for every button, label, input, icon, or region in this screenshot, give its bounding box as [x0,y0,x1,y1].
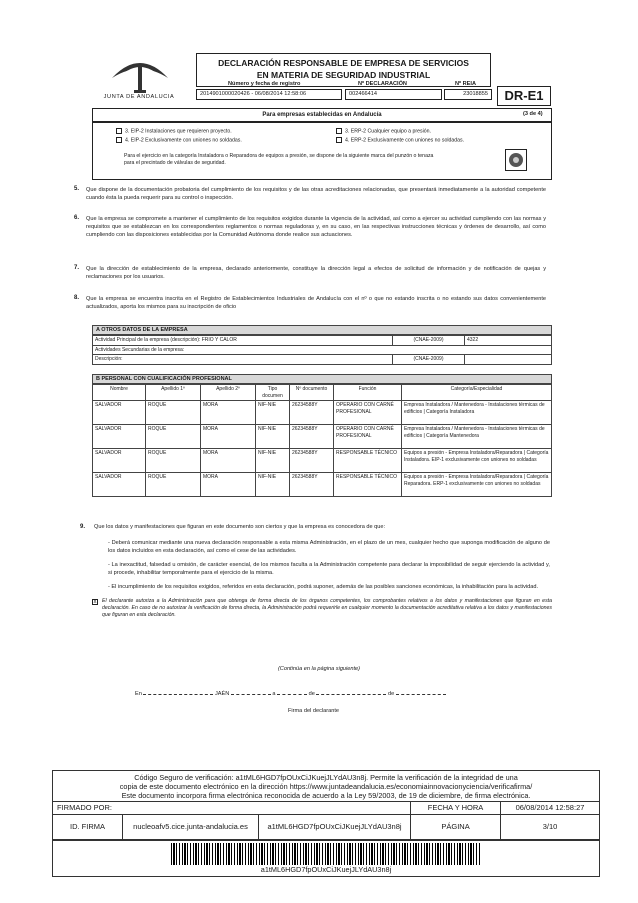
section-a-title: A OTROS DATOS DE LA EMPRESA [92,325,552,335]
table-cell: MORA [201,425,256,449]
table-cell: Empresa Instaladora / Mantenedora - Instalaciones térmicas de edificios | Categoría Instaladora [402,401,552,425]
item-8-number: 8. [74,295,80,301]
continue-note: (Continúa en la página siguiente) [277,666,361,672]
fecha-value: 06/08/2014 12:58:27 [501,802,600,815]
decl-label: Nº DECLARACIÓN [358,81,407,87]
table-cell: 26234588Y [290,473,334,497]
table-cell: 26234588Y [290,401,334,425]
table-cell: Equipos a presión - Empresa Instaladora/Reparadora | Categoría Reparadora. ERP-1 exclusivamente con uniones no soldadas [402,473,552,497]
table-cell: 26234588Y [290,425,334,449]
section-a [92,325,552,365]
junta-emblem-icon [100,50,180,98]
firmado-por: FIRMADO POR: [53,802,411,815]
table-cell: RESPONSABLE TÉCNICO [334,473,402,497]
item-9-number: 9. [80,524,86,530]
table-cell: ROQUE [146,449,201,473]
junta-logo [100,50,180,98]
item-6-number: 6. [74,215,80,221]
check-eip2-proyecto: 3. EIP-2 Instalaciones que requieren proyecto. [116,128,232,135]
id-host: nucleoafv5.cice.junta-andalucia.es [123,814,259,840]
column-header: Apellido 1º [146,385,201,401]
punzon-stamp [505,149,527,171]
section-b [92,374,552,497]
form-code: DR-E1 [497,86,551,106]
check-erp2-no-soldadas: 4. ERP-2 Exclusivamente con uniones no soldadas. [336,137,464,144]
pagina-value: 3/10 [501,814,600,840]
table-cell: NIF-NIE [256,401,290,425]
reg-value: 2014901000020426 - 06/08/2014 12:58:06 [196,89,342,100]
table-cell: SALVADOR [93,401,146,425]
table-cell: NIF-NIE [256,449,290,473]
table-cell: MORA [201,473,256,497]
auth-checkbox[interactable]: x [93,599,97,605]
table-cell: NIF-NIE [256,473,290,497]
check-erp2-cualquier: 3. ERP-2 Cualquier equipo a presión. [336,128,431,135]
column-header: Nº documento [290,385,334,401]
page-of: (3 de 4) [523,111,543,117]
secondary-activities: Actividades Secundarias de la empresa: [93,345,552,355]
table-cell: ROQUE [146,425,201,449]
table-cell: MORA [201,449,256,473]
column-header: Apellido 2º [201,385,256,401]
item-7-text: Que la dirección de establecimiento de la empresa, declarado anteriormente, constituye la dirección legal a efectos de solicitud de información y de notificación de quejas y reclamaciones por los usuarios. [86,266,546,281]
item-7-number: 7. [74,265,80,271]
item-9-p3: - El incumplimiento de los requisitos exigidos, referidos en esta declaración, podrá suponer, además de las posibles sanciones económicas, la inhabilitación para la actividad. [108,584,539,590]
column-header: Nombre [93,385,146,401]
barcode-icon [171,843,481,865]
personnel-header-row [93,385,552,401]
main-activity: Actividad Principal de la empresa (descripción): FRIO Y CALOR [93,336,393,346]
cnae-label: (CNAE-2009) [393,336,465,346]
city: JAÉN [214,691,230,697]
auth-checkbox-row [92,598,552,619]
personnel-table [92,384,552,497]
table-cell: 26234588Y [290,449,334,473]
id-label: ID. FIRMA [53,814,123,840]
doc-title-2: EN MATERIA DE SEGURIDAD INDUSTRIAL [256,70,431,80]
table-row [93,401,552,425]
csv-line-2: copia de este documento electrónico en la dirección https://www.juntadeandalucia.es/economiainnovacionyciencia/verificafirma/ [119,782,533,792]
subtitle-bar [92,108,552,122]
item-9-p2: - La inexactitud, falsedad u omisión, de carácter esencial, de los mismos faculta a la Administración competente para declarar la imposibilidad de seguir ejerciendo la actividad y, si procede, inhabilitar temporalmente para el ejercicio de la misma. [108,562,550,576]
reg-label: Número y fecha de registro [228,81,301,87]
doc-title-1: DECLARACIÓN RESPONSABLE DE EMPRESA DE SERVICIOS [218,58,469,68]
table-cell: RESPONSABLE TÉCNICO [334,449,402,473]
signature-table [52,801,600,841]
section-a-table [92,335,552,365]
item-8-text: Que la empresa se encuentra inscrita en el Registro de Establecimientos Industriales de Andalucía con el nº o que no estando inscrita o no estando sus datos convenientemente actualizados, aporta los mismos para su inscripción de oficio [86,296,546,311]
column-header: Categoría/Especialidad [402,385,552,401]
section-b-title: B PERSONAL CON CUALIFICACIÓN PROFESIONAL [92,374,552,384]
table-row [93,425,552,449]
description-label: Descripción: [93,355,393,365]
id-code: a1tML6HGD7fpOUxCiJKuejJLYdAU3n8j [259,814,411,840]
table-cell: Equipos a presión - Empresa Instaladora/Reparadora | Categoría Instaladora. EIP-1 exclusivamente con uniones no soldadas [402,449,552,473]
cnae-code: 4322 [465,336,552,346]
checkbox[interactable] [116,137,122,143]
checkbox[interactable] [116,128,122,134]
punzon-mark-icon [506,150,526,170]
signature-caption: Firma del declarante [288,708,339,714]
item-9-p1: - Deberá comunicar mediante una nueva declaración responsable a esta misma Administración, en el plazo de un mes, cualquier hecho que suponga modificación de alguno de los datos incluidos en esta declaración, así como el cese de las actividades. [108,540,550,554]
barcode-text: a1tML6HGD7fpOUxCiJKuejJLYdAU3n8j [260,865,392,874]
item-5-number: 5. [74,186,80,192]
check-eip2-no-soldadas: 4. EIP-2 Exclusivamente con uniones no soldadas. [116,137,242,144]
table-cell: NIF-NIE [256,425,290,449]
table-row [93,473,552,497]
checkbox[interactable] [336,128,342,134]
item-9-intro: Que los datos y manifestaciones que figuran en este documento son ciertos y que la empresa es conocedora de que: [94,524,386,530]
table-cell: OPERARIO CON CARNÉ PROFESIONAL [334,425,402,449]
decl-value: 002466414 [345,89,442,100]
table-cell: OPERARIO CON CARNÉ PROFESIONAL [334,401,402,425]
place-date-line: En JAÉN a de de [135,691,535,699]
column-header: Tipo documen [256,385,290,401]
item-6-text: Que la empresa se compromete a mantener el cumplimiento de los requisitos exigidos durante la vigencia de la actividad, así como a ejercer su actividad cumpliendo con las normas y requisitos que se establezcan en los correspondientes reglamentos o normas reguladoras y, en su caso, en las respectivas instrucciones técnicas y órdenes de desarrollo, así como cumpliendo con las disposiciones establecidas por la Comunidad Autónoma donde realice sus actuaciones. [86,216,546,239]
table-cell: Empresa Instaladora / Mantenedora - Instalaciones térmicas de edificios | Categoría Mantenedora [402,425,552,449]
checkbox[interactable] [336,137,342,143]
table-cell: SALVADOR [93,449,146,473]
table-cell: SALVADOR [93,473,146,497]
table-row [93,449,552,473]
table-cell: SALVADOR [93,425,146,449]
table-cell: MORA [201,401,256,425]
barcode-box [52,839,600,877]
reia-label: Nº REIA [455,81,477,87]
cnae-label-2: (CNAE-2009) [393,355,465,365]
column-header: Función [334,385,402,401]
csv-line-3: Este documento incorpora firma electrónica reconocida de acuerdo a la Ley 59/2003, de 19 de diciembre, de firma electrónica. [121,791,531,801]
punzon-note: Para el ejercicio en la categoría Instaladora o Reparadora de equipos a presión, se dispone de la siguiente marca del punzón o tenaza para el precintado de válvulas de seguridad. [124,153,434,167]
pagina-label: PÁGINA [411,814,501,840]
csv-line-1: Código Seguro de verificación: a1tML6HGD7fpOUxCiJKuejJLYdAU3n8j. Permite la verificación de la integridad de una [134,773,518,782]
csv-block [52,770,600,802]
cnae-code-2 [465,355,552,365]
table-cell: ROQUE [146,401,201,425]
item-5-text: Que dispone de la documentación probatoria del cumplimiento de los requisitos y de las otras acreditaciones relacionadas, que presentará inmediatamente a la autoridad competente cuando ésta la pueda requerir para su control o inspección. [86,187,546,202]
auth-text: El declarante autoriza a la Administración para que obtenga de forma directa de los órganos competentes, los comprobantes relativos a los datos y manifestaciones que figuran en esta declaración. En caso de no autorizar la verificación de forma directa, la Administración podrá requerirle en cualquier momento la documentación acreditativa relativa a los datos y manifestaciones que figuran en esta declaración. [102,598,552,619]
org-name: JUNTA DE ANDALUCIA [103,94,175,100]
reia-value: 23018855 [444,89,492,100]
fecha-label: FECHA Y HORA [411,802,501,815]
table-cell: ROQUE [146,473,201,497]
subtitle: Para empresas establecidas en Andalucía [262,112,382,118]
